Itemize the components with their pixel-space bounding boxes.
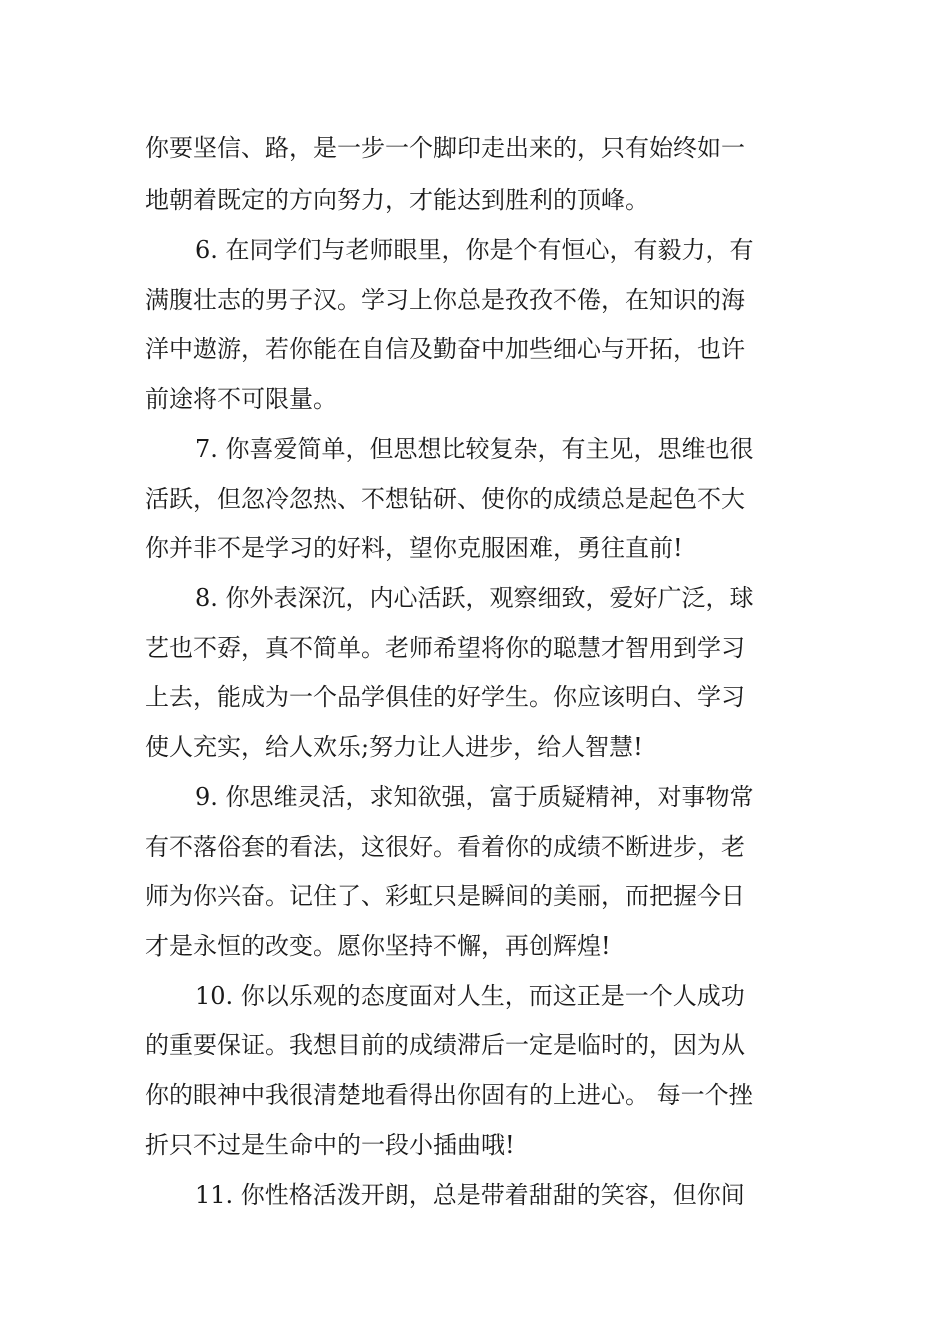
text-line: 地朝着既定的方向努力，才能达到胜利的顶峰。 — [145, 186, 649, 214]
text-line: 洋中遨游，若你能在自信及勤奋中加些细心与开拓，也许 — [145, 335, 745, 363]
text-line: 折只不过是生命中的一段小插曲哦! — [145, 1131, 515, 1159]
paragraph-10-start: 10. 你以乐观的态度面对人生，而这正是一个人成功 — [195, 982, 745, 1010]
paragraph-8-start: 8. 你外表深沉，内心活跃，观察细致，爱好广泛，球 — [195, 584, 754, 612]
text-line: 你并非不是学习的好料，望你克服困难，勇往直前! — [145, 534, 683, 562]
text-line: 艺也不孬，真不简单。老师希望将你的聪慧才智用到学习 — [145, 634, 745, 662]
text-line: 师为你兴奋。记住了、彩虹只是瞬间的美丽，而把握今日 — [145, 882, 745, 910]
text-line: 满腹壮志的男子汉。学习上你总是孜孜不倦，在知识的海 — [145, 286, 745, 314]
paragraph-9-start: 9. 你思维灵活，求知欲强，富于质疑精神，对事物常 — [195, 783, 754, 811]
text-line: 有不落俗套的看法，这很好。看着你的成绩不断进步，老 — [145, 833, 745, 861]
paragraph-6-start: 6. 在同学们与老师眼里，你是个有恒心，有毅力，有 — [195, 236, 754, 264]
text-line: 活跃，但忽冷忽热、不想钻研、使你的成绩总是起色不大 — [145, 485, 745, 513]
text-line: 上去，能成为一个品学俱佳的好学生。你应该明白、学习 — [145, 683, 745, 711]
text-line: 才是永恒的改变。愿你坚持不懈，再创辉煌! — [145, 932, 611, 960]
text-line: 前途将不可限量。 — [145, 385, 337, 413]
text-line: 你要坚信、路，是一步一个脚印走出来的，只有始终如一 — [145, 134, 745, 162]
paragraph-11-start: 11. 你性格活泼开朗，总是带着甜甜的笑容，但你间 — [195, 1181, 745, 1209]
text-line: 使人充实，给人欢乐;努力让人进步，给人智慧! — [145, 733, 643, 761]
paragraph-7-start: 7. 你喜爱简单，但思想比较复杂，有主见，思维也很 — [195, 435, 754, 463]
text-line: 的重要保证。我想目前的成绩滞后一定是临时的，因为从 — [145, 1031, 745, 1059]
text-line: 你的眼神中我很清楚地看得出你固有的上进心。 每一个挫 — [145, 1081, 753, 1109]
